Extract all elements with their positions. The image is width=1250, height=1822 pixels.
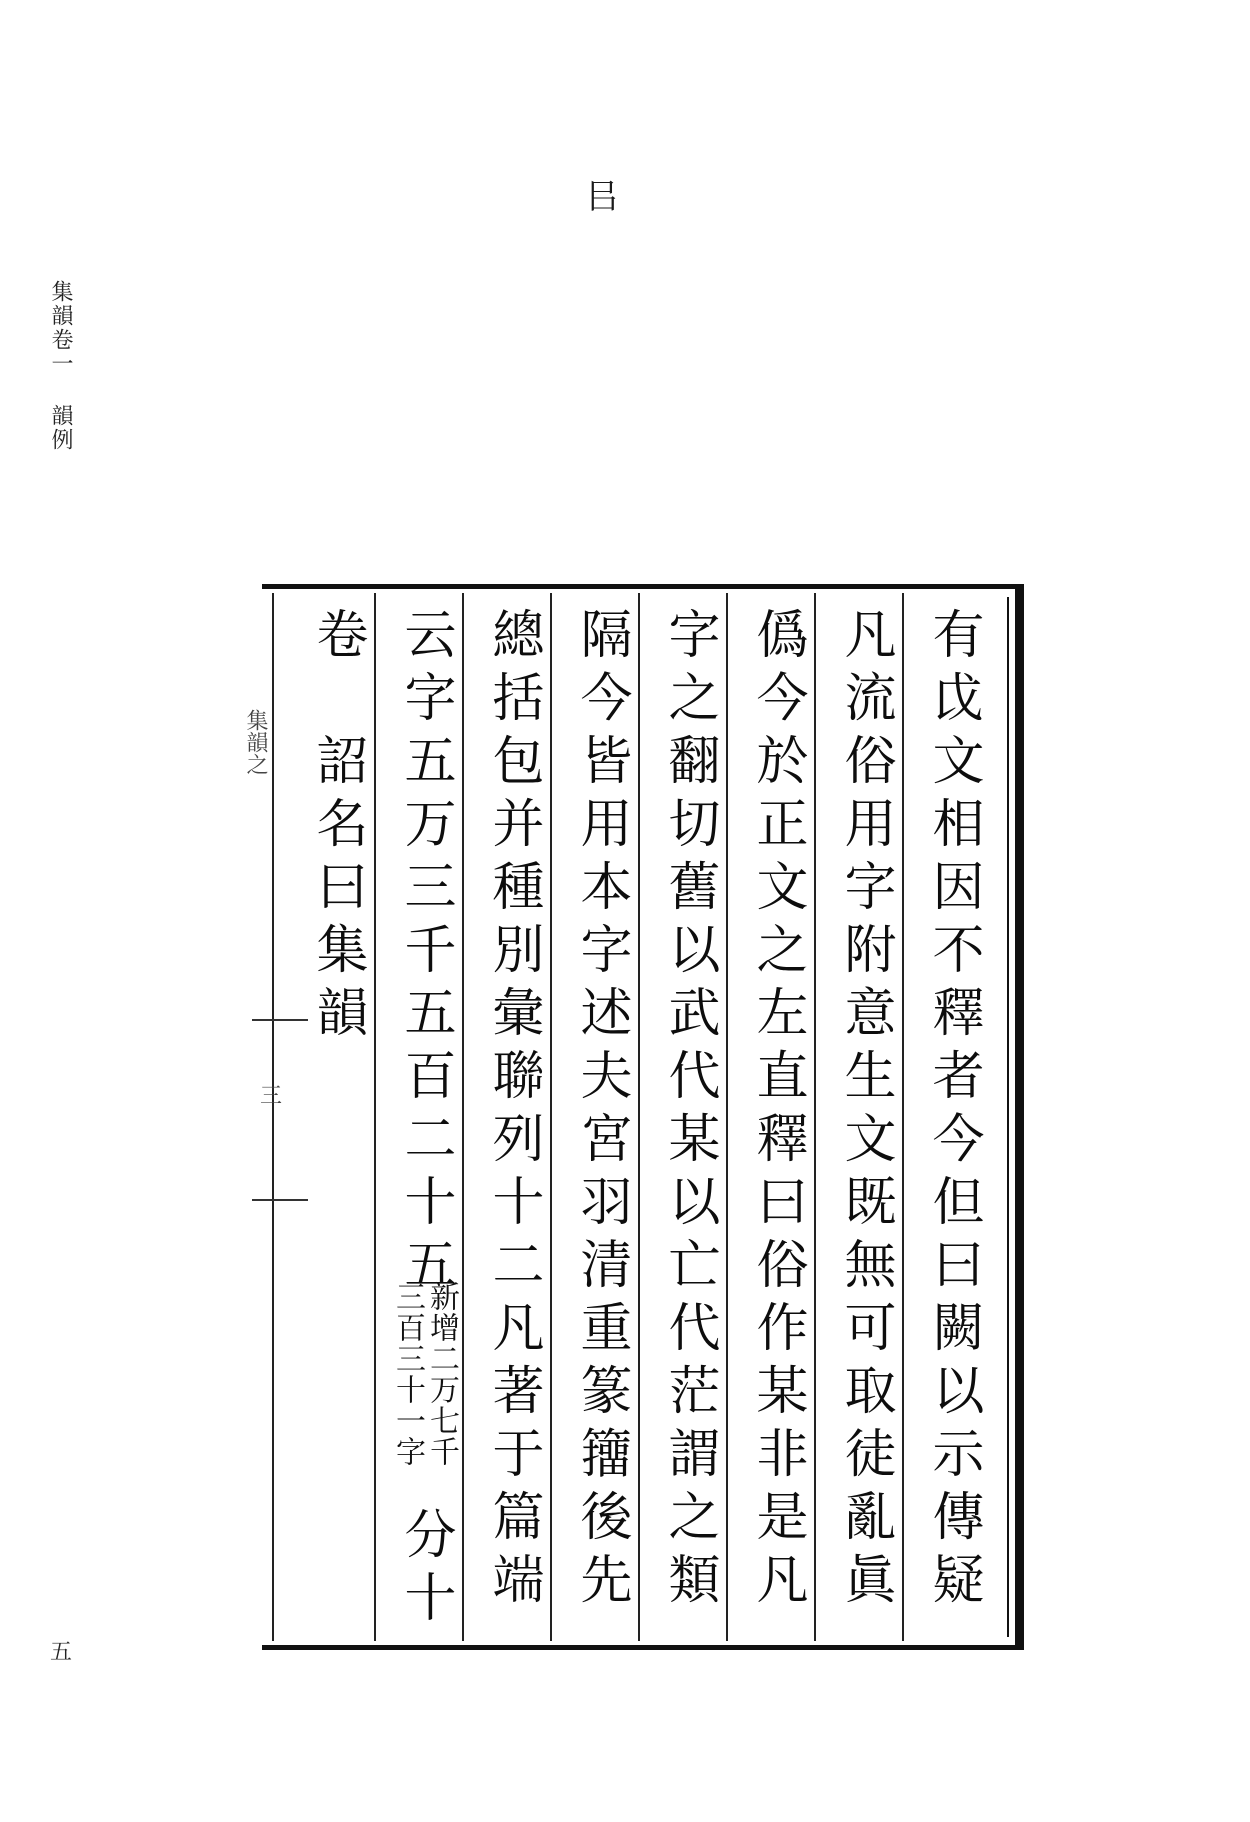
running-head-title: 集韻卷一 [48,280,73,376]
top-mark: 㠯 [579,178,619,222]
column-rule [462,593,464,1641]
gutter-tick [252,1019,308,1021]
column-rule [902,593,904,1641]
text-block [243,584,1024,1650]
running-head [48,280,72,452]
text-column-6: 總括包并種別彙聯列十二凡著于篇端 [483,607,543,1615]
gutter-mark: 三 [260,1084,283,1109]
text-column-1: 有戉文相因不釋者今但曰闕以示傳疑 [923,607,983,1615]
column-rule [814,593,816,1641]
gutter-tick [252,1199,308,1201]
text-column-8: 卷 詔名曰集韻 [307,607,367,1048]
text-column-7: 云字五万三千五百二十五 [395,607,455,1300]
gutter-label: 集韻之 [243,709,268,775]
inner-border [1007,597,1009,1637]
column-rule [272,593,274,1641]
text-column-4: 字之翻切舊以武代某以亡代茫謂之類 [659,607,719,1615]
text-column-5: 隔今皆用本字述夫宮羽清重篆籒後先 [571,607,631,1615]
column-rule [550,593,552,1641]
column-rule [726,593,728,1641]
page-number: 五 [50,1640,73,1665]
column-rule [374,593,376,1641]
running-head-section: 韻例 [48,404,73,452]
note-line-2: 三百三十一字 [390,1281,425,1467]
text-column-2: 凡流俗用字附意生文既無可取徒亂眞 [835,607,895,1615]
text-column-3: 僞今於正文之左直釋曰俗作某非是凡 [747,607,807,1615]
text-column-7-end: 分十 [395,1507,455,1633]
column-rule [638,593,640,1641]
note-line-1: 新增二万七千 [424,1281,459,1467]
